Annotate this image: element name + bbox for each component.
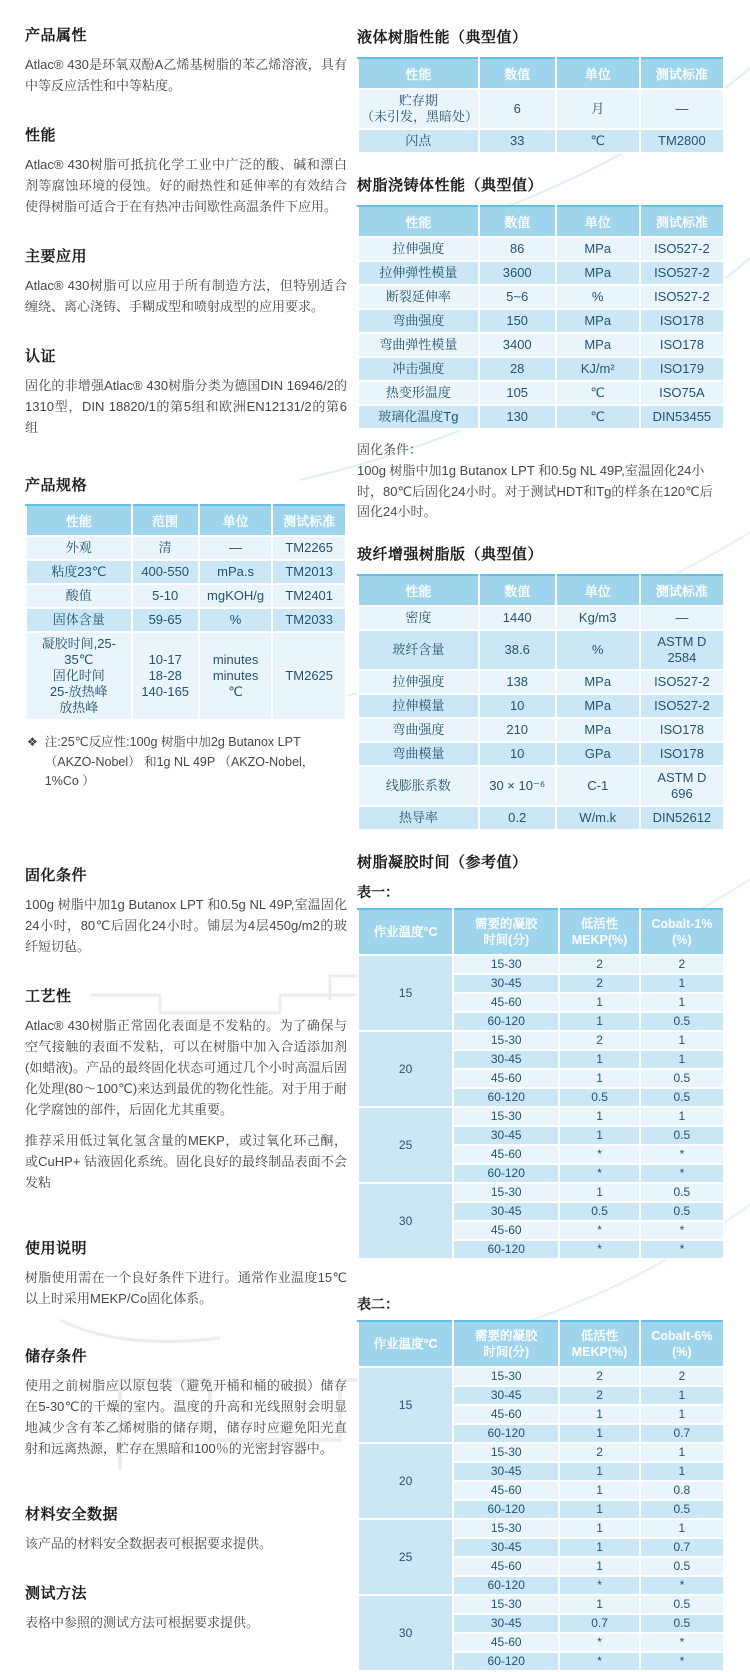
table-cell: 0.5 <box>640 1500 724 1519</box>
section-heading-usage-instructions: 使用说明 <box>25 1240 88 1258</box>
table-cell: * <box>559 1221 640 1240</box>
table-cell: 闪点 <box>358 129 479 153</box>
table-cell: ISO178 <box>640 742 724 766</box>
table-header-cell: 数值 <box>479 206 556 237</box>
table-row <box>358 718 724 742</box>
table-cell: TM2013 <box>272 560 346 584</box>
table-cell: * <box>559 1240 640 1259</box>
table-row <box>26 584 346 608</box>
table-row <box>358 694 724 718</box>
table-cell: 1 <box>559 1424 640 1443</box>
table-cell: 45-60 <box>453 1405 559 1424</box>
cast-resin-table <box>357 205 725 430</box>
table-cell: 15-30 <box>453 1595 559 1614</box>
table-cell: ISO527-2 <box>640 670 724 694</box>
table-header-cell: 数值 <box>479 58 556 89</box>
table-cell: KJ/m² <box>556 357 640 381</box>
table-cell: * <box>640 1145 724 1164</box>
table-header-cell: 需要的凝胶 时间(分) <box>453 909 559 955</box>
table-cell: 2 <box>559 1443 640 1462</box>
table-cell: 1 <box>640 1519 724 1538</box>
table-cell: mPa.s <box>199 560 273 584</box>
table-cell: MPa <box>556 333 640 357</box>
table-cell: ISO179 <box>640 357 724 381</box>
table-row <box>358 606 724 630</box>
table-row <box>358 285 724 309</box>
table-cell: 30-45 <box>453 1126 559 1145</box>
section-paragraph: Atlac® 430树脂正常固化表面是不发粘的。为了确保与空气接触的表面不发粘，可以在树脂中加入合适添加剂(如蜡液)。产品的最终固化状态可通过几个小时高温后固化处理(80～100℃)来达到最优的物化性能。对于用于耐化学腐蚀的部件，后固化尤其重要。 <box>25 1017 347 1117</box>
table-cell: 10 <box>479 742 556 766</box>
temperature-cell: 15 <box>358 1367 453 1443</box>
table-header-cell: 单位 <box>556 58 640 89</box>
temperature-cell: 15 <box>358 955 453 1031</box>
table-cell: 2 <box>559 974 640 993</box>
table-cell: 1440 <box>479 606 556 630</box>
table-cell: % <box>199 608 273 632</box>
table-cell: 1 <box>559 1595 640 1614</box>
temperature-cell: 25 <box>358 1107 453 1183</box>
temperature-cell: 20 <box>358 1031 453 1107</box>
table-cell: * <box>640 1652 724 1671</box>
table-cell: 1 <box>559 993 640 1012</box>
table-cell: ℃ <box>556 381 640 405</box>
table-cell: 弯曲模量 <box>358 742 479 766</box>
section-paragraph: 固化的非增强Atlac® 430树脂分类为德国DIN 16946/2的1310型，DIN 18820/1的第5组和欧洲EN12131/2的第6组 <box>25 378 347 436</box>
section-heading-gel-time: 树脂凝胶时间（参考值） <box>357 854 528 872</box>
table-row <box>358 955 724 974</box>
table-cell: * <box>559 1576 640 1595</box>
table-cell: ASTM D 696 <box>640 766 724 806</box>
section-heading-processability: 工艺性 <box>25 987 72 1005</box>
section-heading-curing-conditions: 固化条件 <box>25 866 88 884</box>
table-row <box>358 630 724 670</box>
table-cell: 拉伸强度 <box>358 237 479 261</box>
table-cell: 0.7 <box>640 1538 724 1557</box>
curing-note-text: 100g 树脂中加1g Butanox LPT 和0.5g NL 49P,室温固化24小时，80℃后固化24小时。对于测试HDT和Tg的样条在120℃后固化24小时。 <box>357 462 713 520</box>
section-paragraph: 100g 树脂中加1g Butanox LPT 和0.5g NL 49P,室温固化24小时，80℃后固化24小时。铺层为4层450g/m2的玻纤短切毡。 <box>25 896 347 954</box>
table-cell: 1 <box>559 1538 640 1557</box>
left-column <box>0 24 347 1672</box>
table-header-cell: 作业温度°C <box>358 909 453 955</box>
section-paragraph: Atlac® 430树脂可抵抗化学工业中广泛的酸、碱和漂白剂等腐蚀环境的侵蚀。好的耐热性和延伸率的有效结合使得树脂可适合于在有热冲击间歇性高温条件下应用。 <box>25 157 347 215</box>
section-heading-product-attributes: 产品属性 <box>25 27 88 44</box>
table-cell: 15-30 <box>453 1443 559 1462</box>
table-cell: 86 <box>479 237 556 261</box>
table-header-cell: 单位 <box>556 206 640 237</box>
table-cell: 28 <box>479 357 556 381</box>
table-cell: 10 <box>479 694 556 718</box>
table-cell: 1 <box>559 1012 640 1031</box>
table-header-cell: 低活性 MEKP(%) <box>559 909 640 955</box>
table-cell: 15-30 <box>453 1031 559 1050</box>
table-row <box>358 333 724 357</box>
table-header-cell: 测试标准 <box>640 575 724 606</box>
table-cell: 15-30 <box>453 1519 559 1538</box>
table-title-liquid-resin: 液体树脂性能（典型值） <box>357 29 528 46</box>
table-header-cell: 低活性 MEKP(%) <box>559 1321 640 1367</box>
table-cell: W/m.k <box>556 806 640 830</box>
table-cell: 60-120 <box>453 1652 559 1671</box>
table-cell: 45-60 <box>453 1557 559 1576</box>
table-cell: 210 <box>479 718 556 742</box>
table-cell: 2 <box>559 1386 640 1405</box>
table-row <box>358 766 724 806</box>
table-cell: 0.5 <box>640 1012 724 1031</box>
table-cell: 105 <box>479 381 556 405</box>
table-cell: 150 <box>479 309 556 333</box>
table-cell: 1 <box>559 1050 640 1069</box>
table-cell: ISO527-2 <box>640 694 724 718</box>
table-cell: 0.5 <box>640 1557 724 1576</box>
table-cell: 1 <box>640 1031 724 1050</box>
table-cell: ISO527-2 <box>640 261 724 285</box>
section-heading-test-methods: 测试方法 <box>25 1585 88 1603</box>
table-cell: 0.5 <box>559 1088 640 1107</box>
table-cell: 玻纤含量 <box>358 630 479 670</box>
table-cell: ISO178 <box>640 333 724 357</box>
table-cell: 0.5 <box>640 1088 724 1107</box>
table-row <box>358 129 724 153</box>
table-cell: 贮存期 （未引发，黑暗处） <box>358 89 479 129</box>
table-cell: 45-60 <box>453 1069 559 1088</box>
table-cell: 15-30 <box>453 1183 559 1202</box>
table-cell: * <box>559 1145 640 1164</box>
table-header-cell: 单位 <box>199 505 273 536</box>
section-paragraph: 推荐采用低过氧化氢含量的MEKP，或过氧化环己酮，或CuHP+ 钴液固化系统。固化良好的最终制品表面不会发粘 <box>25 1132 347 1191</box>
product-spec-table <box>25 504 347 721</box>
table-cell: 弯曲弹性模量 <box>358 333 479 357</box>
table-cell: 3600 <box>479 261 556 285</box>
table-cell: 1 <box>640 1443 724 1462</box>
table-header-cell: 性能 <box>358 206 479 237</box>
table-cell: 酸值 <box>26 584 132 608</box>
table-cell: MPa <box>556 309 640 333</box>
section-heading-performance: 性能 <box>25 127 57 145</box>
table-cell: 45-60 <box>453 993 559 1012</box>
table-row <box>26 632 346 720</box>
table-header-cell: 范围 <box>132 505 199 536</box>
table-row <box>358 1595 724 1614</box>
table-cell: 60-120 <box>453 1088 559 1107</box>
table-cell: 1 <box>640 993 724 1012</box>
table-cell: — <box>199 536 273 560</box>
table-cell: 0.5 <box>640 1069 724 1088</box>
table-cell: MPa <box>556 694 640 718</box>
table-cell: 5-10 <box>132 584 199 608</box>
table-cell: 3400 <box>479 333 556 357</box>
table-cell: 拉伸模量 <box>358 694 479 718</box>
temperature-cell: 25 <box>358 1519 453 1595</box>
table-cell: ISO527-2 <box>640 237 724 261</box>
table-cell: TM2033 <box>272 608 346 632</box>
table-cell: 130 <box>479 405 556 429</box>
diamond-bullet-icon: ❖ <box>27 735 38 750</box>
table-cell: 30-45 <box>453 1538 559 1557</box>
table-cell: 60-120 <box>453 1164 559 1183</box>
table-cell: 60-120 <box>453 1500 559 1519</box>
table-cell: ISO527-2 <box>640 285 724 309</box>
table-cell: TM2401 <box>272 584 346 608</box>
table-header-cell: 性能 <box>26 505 132 536</box>
table-cell: 1 <box>640 1405 724 1424</box>
table-cell: * <box>640 1221 724 1240</box>
table-cell: 0.5 <box>640 1126 724 1145</box>
table-row <box>358 742 724 766</box>
table-header-cell: Cobalt-1% (%) <box>640 909 724 955</box>
table-cell: * <box>559 1164 640 1183</box>
table-cell: ℃ <box>556 129 640 153</box>
table-cell: 0.5 <box>640 1183 724 1202</box>
section-heading-storage-conditions: 储存条件 <box>25 1348 88 1366</box>
table-cell: 1 <box>559 1519 640 1538</box>
liquid-resin-table <box>357 57 725 154</box>
table-cell: TM2625 <box>272 632 346 720</box>
table-cell: 月 <box>556 89 640 129</box>
section-heading-main-applications: 主要应用 <box>25 248 88 266</box>
table-cell: 0.7 <box>559 1614 640 1633</box>
table-cell: 30-45 <box>453 1462 559 1481</box>
table-cell: 凝胶时间,25-35℃ 固化时间 25-放热峰 放热峰 <box>26 632 132 720</box>
table-cell: 30-45 <box>453 1614 559 1633</box>
table-cell: 1 <box>559 1107 640 1126</box>
section-paragraph: Atlac® 430树脂可以应用于所有制造方法，但特别适合缠绕、离心浇铸、手糊成型和喷射成型的应用要求。 <box>25 278 347 315</box>
table-cell: 138 <box>479 670 556 694</box>
table-cell: 1 <box>640 974 724 993</box>
table-cell: 密度 <box>358 606 479 630</box>
temperature-cell: 30 <box>358 1183 453 1259</box>
table-cell: 30-45 <box>453 1386 559 1405</box>
table-cell: 15-30 <box>453 1107 559 1126</box>
table-cell: 0.7 <box>640 1424 724 1443</box>
table-cell: — <box>640 89 724 129</box>
spec-note-text: 注:25℃反应性:100g 树脂中加2g Butanox LPT （AKZO-Nobel） 和1g NL 49P （AKZO-Nobel，1%Co ） <box>44 735 315 789</box>
table-cell: 0.2 <box>479 806 556 830</box>
table-cell: 0.5 <box>559 1202 640 1221</box>
gel-time-table-1 <box>357 908 725 1260</box>
frp-table <box>357 574 725 831</box>
table-cell: * <box>640 1240 724 1259</box>
gel-table2-label: 表二： <box>357 1296 399 1313</box>
table-cell: 0.5 <box>640 1614 724 1633</box>
table-header-row <box>358 575 724 606</box>
table-header-cell: 单位 <box>556 575 640 606</box>
table-cell: 30 × 10⁻⁶ <box>479 766 556 806</box>
table-cell: minutes minutes ℃ <box>199 632 273 720</box>
table-cell: 2 <box>559 1031 640 1050</box>
table-header-cell: 需要的凝胶 时间(分) <box>453 1321 559 1367</box>
table-cell: 1 <box>640 1462 724 1481</box>
table-cell: 冲击强度 <box>358 357 479 381</box>
table-cell: 0.5 <box>640 1595 724 1614</box>
table-cell: 1 <box>640 1107 724 1126</box>
table-cell: 玻璃化温度Tg <box>358 405 479 429</box>
table-cell: 1 <box>559 1481 640 1500</box>
table-title-frp: 玻纤增强树脂版（典型值） <box>357 546 544 564</box>
table-cell: — <box>640 606 724 630</box>
gel-time-table-2 <box>357 1320 725 1672</box>
table-cell: 2 <box>559 1367 640 1386</box>
table-cell: 外观 <box>26 536 132 560</box>
table-cell: 60-120 <box>453 1012 559 1031</box>
table-cell: 弯曲强度 <box>358 309 479 333</box>
temperature-cell: 30 <box>358 1595 453 1671</box>
table-cell: 断裂延伸率 <box>358 285 479 309</box>
table-row <box>358 806 724 830</box>
table-row <box>358 261 724 285</box>
table-cell: 10-17 18-28 140-165 <box>132 632 199 720</box>
table-cell: C-1 <box>556 766 640 806</box>
table-cell: 0.5 <box>640 1202 724 1221</box>
table-cell: DIN52612 <box>640 806 724 830</box>
temperature-cell: 20 <box>358 1443 453 1519</box>
section-paragraph: 表格中参照的测试方法可根据要求提供。 <box>25 1615 260 1631</box>
table-row <box>358 670 724 694</box>
table-cell: 热导率 <box>358 806 479 830</box>
table-cell: 粘度23℃ <box>26 560 132 584</box>
table-cell: * <box>640 1633 724 1652</box>
table-cell: ASTM D 2584 <box>640 630 724 670</box>
table-cell: 1 <box>559 1069 640 1088</box>
table-row <box>358 1443 724 1462</box>
table-header-cell: 作业温度°C <box>358 1321 453 1367</box>
table-cell: 0.8 <box>640 1481 724 1500</box>
spec-note <box>25 733 347 791</box>
table-cell: 15-30 <box>453 955 559 974</box>
table-cell: * <box>559 1633 640 1652</box>
table-cell: ISO178 <box>640 309 724 333</box>
section-heading-certification: 认证 <box>25 348 57 366</box>
table-row <box>358 89 724 129</box>
table-cell: 1 <box>559 1183 640 1202</box>
table-row <box>26 536 346 560</box>
table-cell: 30-45 <box>453 974 559 993</box>
table-cell: 60-120 <box>453 1240 559 1259</box>
section-heading-product-spec: 产品规格 <box>25 477 88 495</box>
table-header-row <box>358 206 724 237</box>
table-cell: 45-60 <box>453 1481 559 1500</box>
table-cell: 5~6 <box>479 285 556 309</box>
table-row <box>26 560 346 584</box>
table-cell: 1 <box>559 1462 640 1481</box>
table-cell: 1 <box>559 1557 640 1576</box>
table-cell: * <box>640 1164 724 1183</box>
table-header-cell: Cobalt-6% (%) <box>640 1321 724 1367</box>
table-cell: 45-60 <box>453 1145 559 1164</box>
table-cell: 33 <box>479 129 556 153</box>
table-cell: ℃ <box>556 405 640 429</box>
table-cell: Kg/m3 <box>556 606 640 630</box>
table-row <box>358 1183 724 1202</box>
table-row <box>358 237 724 261</box>
table-cell: TM2265 <box>272 536 346 560</box>
table-header-row <box>358 58 724 89</box>
table-cell: ISO75A <box>640 381 724 405</box>
table-row <box>26 608 346 632</box>
section-paragraph: 树脂使用需在一个良好条件下进行。通常作业温度15℃以上时采用MEKP/Co固化体系。 <box>25 1270 347 1307</box>
table-cell: 30-45 <box>453 1202 559 1221</box>
table-row <box>358 357 724 381</box>
table-cell: 59-65 <box>132 608 199 632</box>
table-row <box>358 381 724 405</box>
table-cell: 60-120 <box>453 1576 559 1595</box>
table-cell: % <box>556 285 640 309</box>
table-cell: 1 <box>559 1500 640 1519</box>
table-cell: 拉伸强度 <box>358 670 479 694</box>
table-cell: MPa <box>556 670 640 694</box>
table-cell: 线膨胀系数 <box>358 766 479 806</box>
table-cell: 拉伸弹性模量 <box>358 261 479 285</box>
table-header-cell: 性能 <box>358 58 479 89</box>
table-row <box>358 405 724 429</box>
table-header-cell: 测试标准 <box>640 58 724 89</box>
table-cell: % <box>556 630 640 670</box>
table-cell: TM2800 <box>640 129 724 153</box>
table-title-cast-resin: 树脂浇铸体性能（典型值） <box>357 177 544 194</box>
table-cell: 1 <box>559 1405 640 1424</box>
table-row <box>358 1107 724 1126</box>
curing-note-label: 固化条件： <box>357 442 423 457</box>
table-row <box>358 309 724 333</box>
table-cell: 固体含量 <box>26 608 132 632</box>
table-cell: 45-60 <box>453 1221 559 1240</box>
table-cell: 1 <box>559 1126 640 1145</box>
table-header-cell: 测试标准 <box>640 206 724 237</box>
table-cell: 60-120 <box>453 1424 559 1443</box>
section-paragraph: Atlac® 430是环氧双酚A乙烯基树脂的苯乙烯溶液，具有中等反应活性和中等粘度。 <box>25 57 347 94</box>
section-paragraph: 该产品的材料安全数据表可根据要求提供。 <box>25 1536 273 1552</box>
table-cell: 45-60 <box>453 1633 559 1652</box>
table-header-cell: 测试标准 <box>272 505 346 536</box>
table-cell: 6 <box>479 89 556 129</box>
right-column <box>357 24 725 1672</box>
table-cell: 15-30 <box>453 1367 559 1386</box>
table-cell: 2 <box>640 955 724 974</box>
table-cell: GPa <box>556 742 640 766</box>
table-cell: 400-550 <box>132 560 199 584</box>
table-cell: 弯曲强度 <box>358 718 479 742</box>
table-cell: mgKOH/g <box>199 584 273 608</box>
table-cell: ISO178 <box>640 718 724 742</box>
table-cell: * <box>559 1652 640 1671</box>
table-header-cell: 性能 <box>358 575 479 606</box>
section-paragraph: 使用之前树脂应以原包装（避免开桶和桶的破损）储存在5-30℃的干燥的室内。温度的升高和光线照射会明显地减少含有苯乙烯树脂的储存期，储存时应避免阳光直射和远离热源，贮存在黑暗和100％的光密封容器中。 <box>25 1378 347 1457</box>
table-cell: 2 <box>640 1367 724 1386</box>
table-cell: 1 <box>640 1386 724 1405</box>
table-cell: 清 <box>132 536 199 560</box>
table-cell: * <box>640 1576 724 1595</box>
table-row <box>358 1031 724 1050</box>
table-cell: DIN53455 <box>640 405 724 429</box>
table-cell: 2 <box>559 955 640 974</box>
table-cell: MPa <box>556 718 640 742</box>
table-cell: 38.6 <box>479 630 556 670</box>
curing-conditions-note <box>357 440 725 523</box>
table-header-row <box>358 1321 724 1367</box>
table-header-row <box>26 505 346 536</box>
table-cell: MPa <box>556 237 640 261</box>
table-cell: MPa <box>556 261 640 285</box>
table-row <box>358 1367 724 1386</box>
table-row <box>358 1519 724 1538</box>
section-heading-material-safety: 材料安全数据 <box>25 1506 119 1524</box>
gel-table1-label: 表一： <box>357 884 399 901</box>
table-header-cell: 数值 <box>479 575 556 606</box>
table-cell: 热变形温度 <box>358 381 479 405</box>
table-cell: 30-45 <box>453 1050 559 1069</box>
table-cell: 1 <box>640 1050 724 1069</box>
table-header-row <box>358 909 724 955</box>
